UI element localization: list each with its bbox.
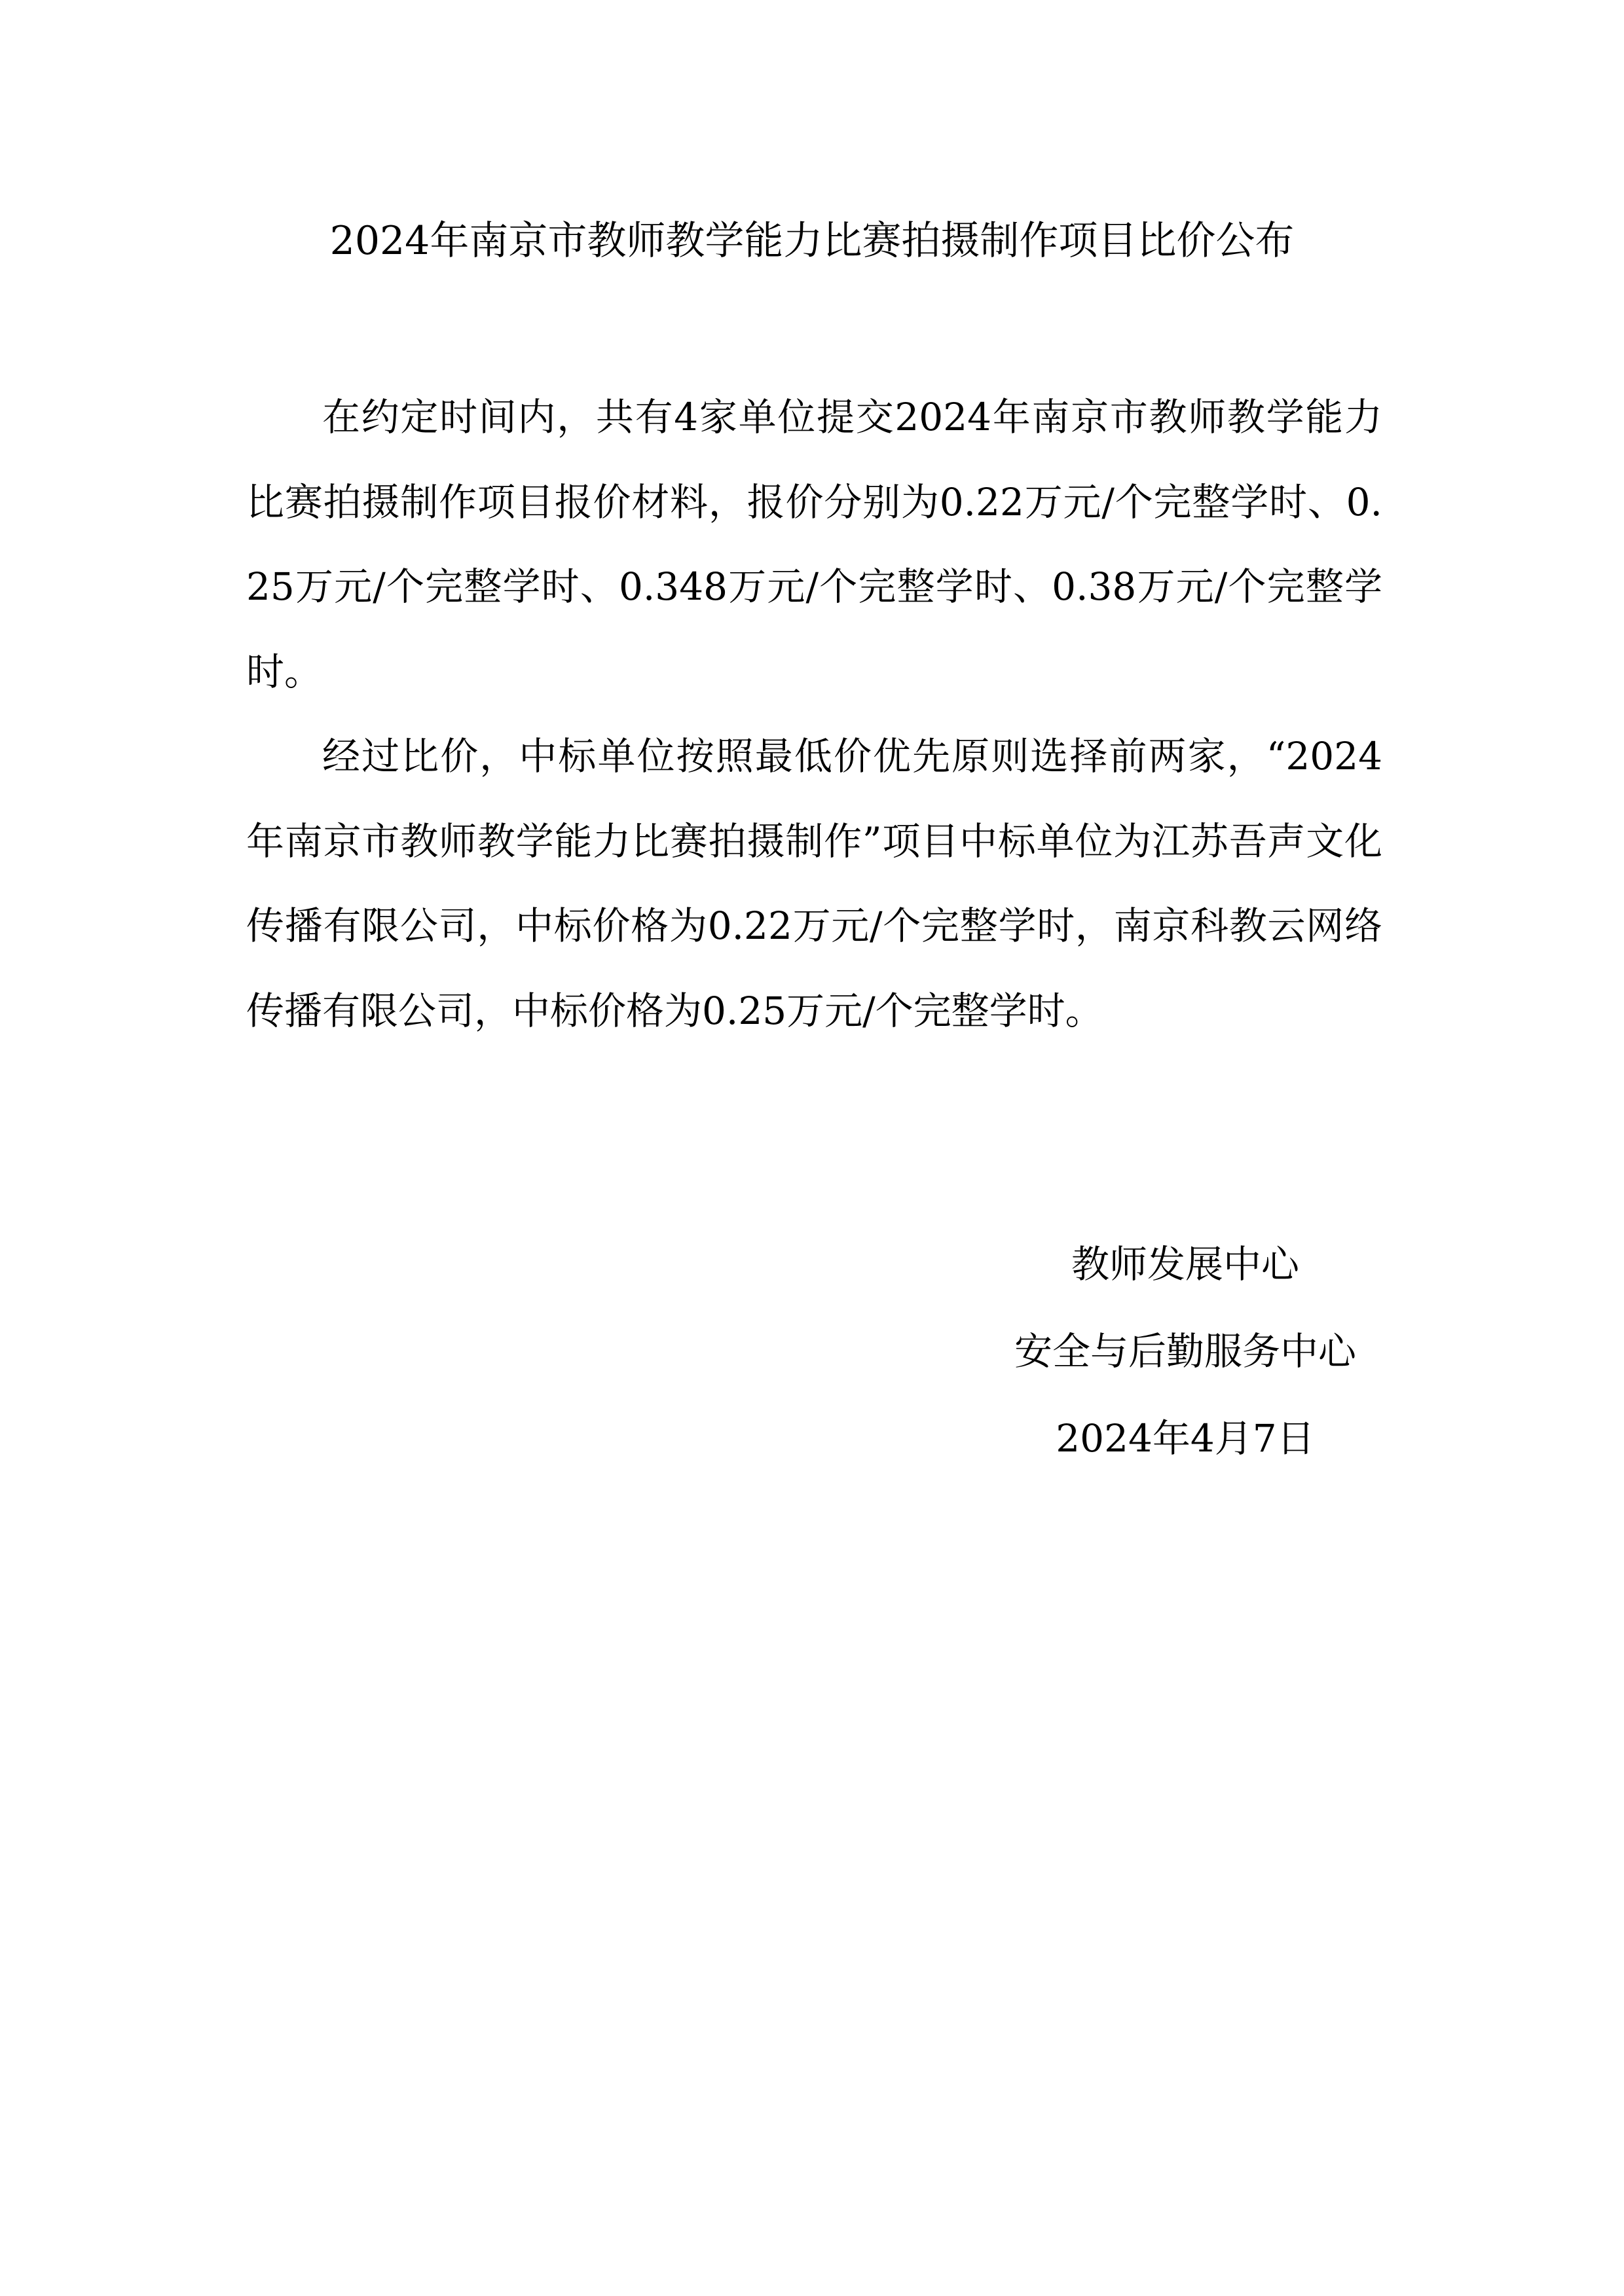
document-body	[246, 375, 1382, 1053]
paragraph-result: 经过比价，中标单位按照最低价优先原则选择前两家，“2024年南京市教师教学能力比赛拍摄制作”项目中标单位为江苏吾声文化传播有限公司，中标价格为0.22万元/个完整学时，南京科教云网络传播有限公司，中标价格为0.25万元/个完整学时。	[246, 734, 1382, 1033]
signature-org-teacher-development: 教师发展中心	[1071, 1242, 1299, 1286]
paragraph-quotes: 在约定时间内，共有4家单位提交2024年南京市教师教学能力比赛拍摄制作项目报价材料，报价分别为0.22万元/个完整学时、0.25万元/个完整学时、0.348万元/个完整学时、0.38万元/个完整学时。	[246, 395, 1382, 694]
document-title: 2024年南京市教师教学能力比赛拍摄制作项目比价公布	[329, 218, 1295, 264]
signature-org-safety-logistics: 安全与后勤服务中心	[1014, 1329, 1356, 1374]
signature-block	[982, 1221, 1388, 1482]
signature-date: 2024年4月7日	[1056, 1416, 1315, 1461]
